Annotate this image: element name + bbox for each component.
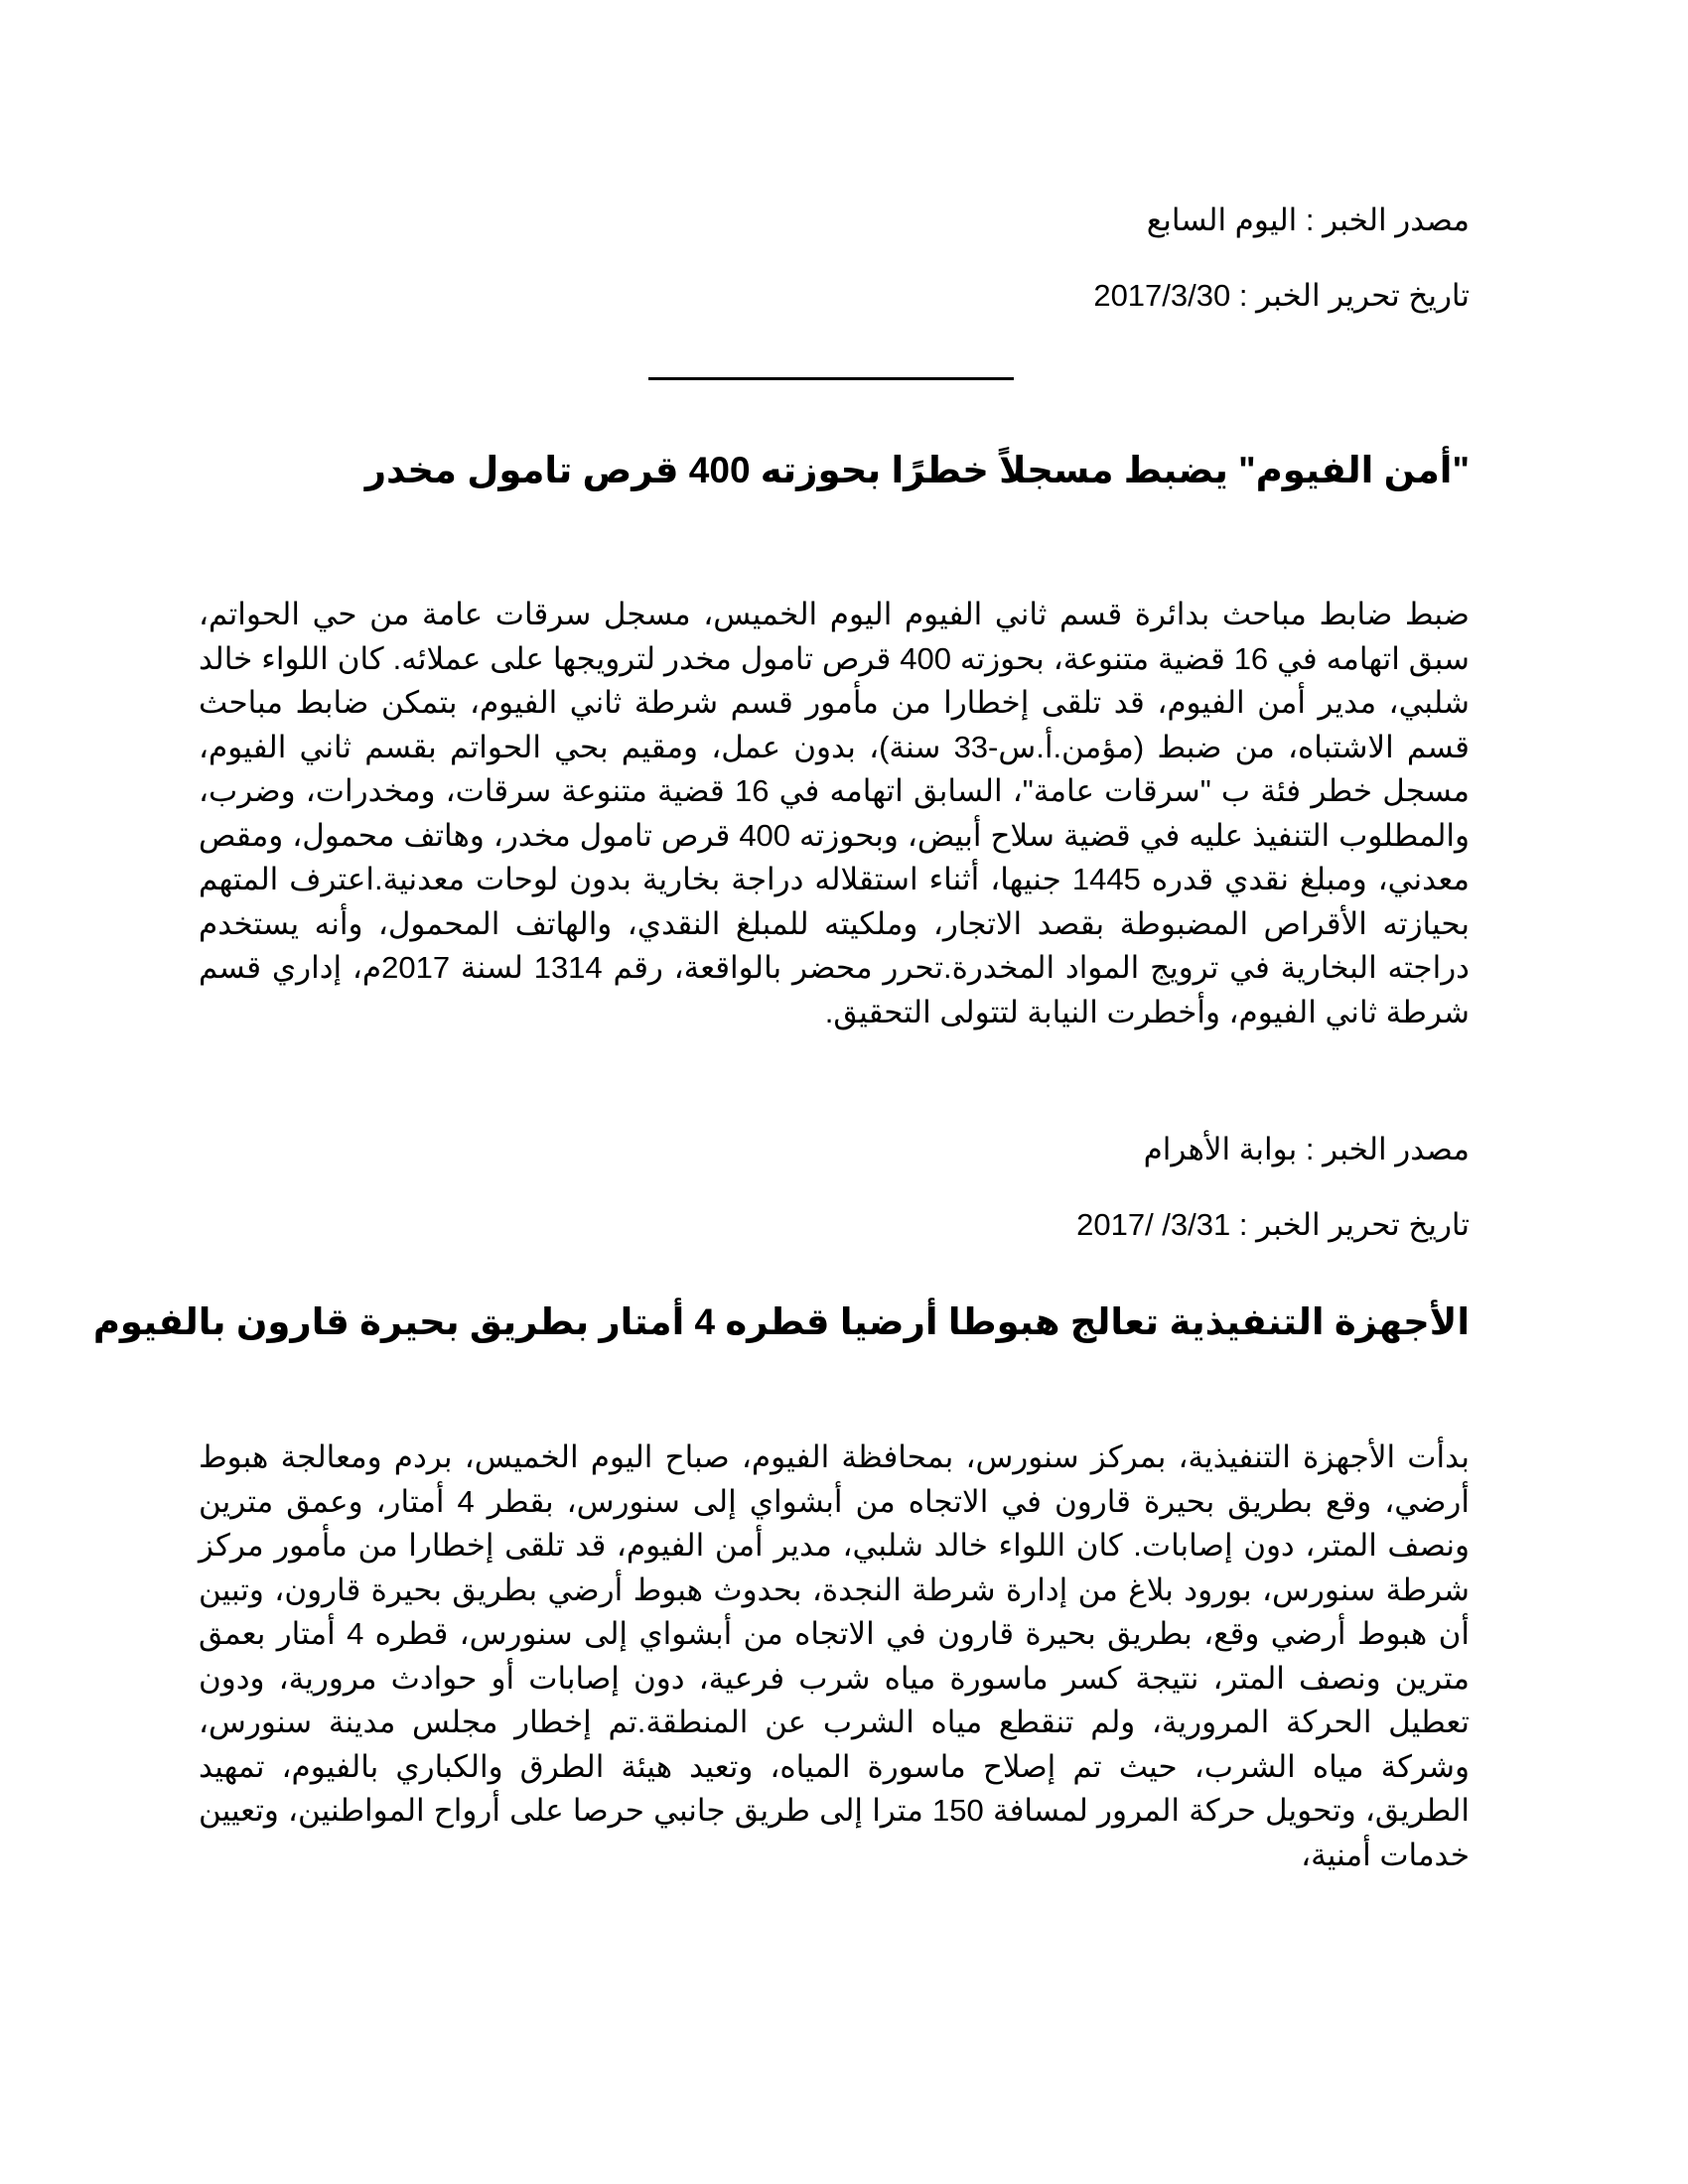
article1-headline: "أمن الفيوم" يضبط مسجلاً خطرًا بحوزته 400 قرص تامول مخدر	[364, 450, 1470, 490]
article1-source: مصدر الخبر : اليوم السابع	[1146, 203, 1470, 237]
article2-date: تاريخ تحرير الخبر : 3/31/ /2017	[1076, 1207, 1470, 1242]
article2-body: بدأت الأجهزة التنفيذية، بمركز سنورس، بمحافظة الفيوم، صباح اليوم الخميس، بردم ومعالجة هبوط أرضي، وقع بطريق بحيرة قارون في الاتجاه من أبشواي إلى سنورس، بقطر 4 أمتار، وعمق مترين ونصف المتر، دون إصابات. كان اللواء خالد شلبي، مدير أمن الفيوم، قد تلقى إخطارا من مأمور مركز شرطة سنورس، بورود بلاغ من إدارة شرطة النجدة، بحدوث هبوط أرضي بطريق بحيرة قارون، وتبين أن هبوط أرضي وقع، بطريق بحيرة قارون في الاتجاه من أبشواي إلى سنورس، قطره 4 أمتار بعمق مترين ونصف المتر، نتيجة كسر ماسورة مياه شرب فرعية، دون إصابات أو حوادث مرورية، ودون تعطيل الحركة المرورية، ولم تنقطع مياه الشرب عن المنطقة.تم إخطار مجلس مدينة سنورس، وشركة مياه الشرب، حيث تم إصلاح ماسورة المياه، وتعيد هيئة الطرق والكباري بالفيوم، تمهيد الطريق، وتحويل حركة المرور لمسافة 150 مترا إلى طريق جانبي حرصا على أرواح المواطنين، وتعيين خدمات أمنية،	[199, 1439, 1471, 1872]
article2-source: مصدر الخبر : بوابة الأهرام	[1143, 1132, 1470, 1166]
separator-line	[648, 377, 1014, 380]
article2-headline: الأجهزة التنفيذية تعالج هبوطا أرضيا قطره 4 أمتار بطريق بحيرة قارون بالفيوم	[92, 1301, 1470, 1342]
article1-body: ضبط ضابط مباحث بدائرة قسم ثاني الفيوم اليوم الخميس، مسجل سرقات عامة من حي الحواتم، سبق اتهامه في 16 قضية متنوعة، بحوزته 400 قرص تامول مخدر لترويجها على عملائه. كان اللواء خالد شلبي، مدير أمن الفيوم، قد تلقى إخطارا من مأمور قسم شرطة ثاني الفيوم، بتمكن ضابط مباحث قسم الاشتباه، من ضبط (مؤمن.أ.س-33 سنة)، بدون عمل، ومقيم بحي الحواتم بقسم ثاني الفيوم، مسجل خطر فئة ب "سرقات عامة"، السابق اتهامه في 16 قضية متنوعة سرقات، ومخدرات، وضرب، والمطلوب التنفيذ عليه في قضية سلاح أبيض، وبحوزته 400 قرص تامول مخدر، وهاتف محمول، ومقص معدني، ومبلغ نقدي قدره 1445 جنيها، أثناء استقلاله دراجة بخارية بدون لوحات معدنية.اعترف المتهم بحيازته الأقراص المضبوطة بقصد الاتجار، وملكيته للمبلغ النقدي، والهاتف المحمول، وأنه يستخدم دراجته البخارية في ترويج المواد المخدرة.تحرر محضر بالواقعة، رقم 1314 لسنة 2017م، إداري قسم شرطة ثاني الفيوم، وأخطرت النيابة لتتولى التحقيق.	[199, 597, 1470, 1029]
article1-date: تاريخ تحرير الخبر : 2017/3/30	[1093, 278, 1470, 313]
